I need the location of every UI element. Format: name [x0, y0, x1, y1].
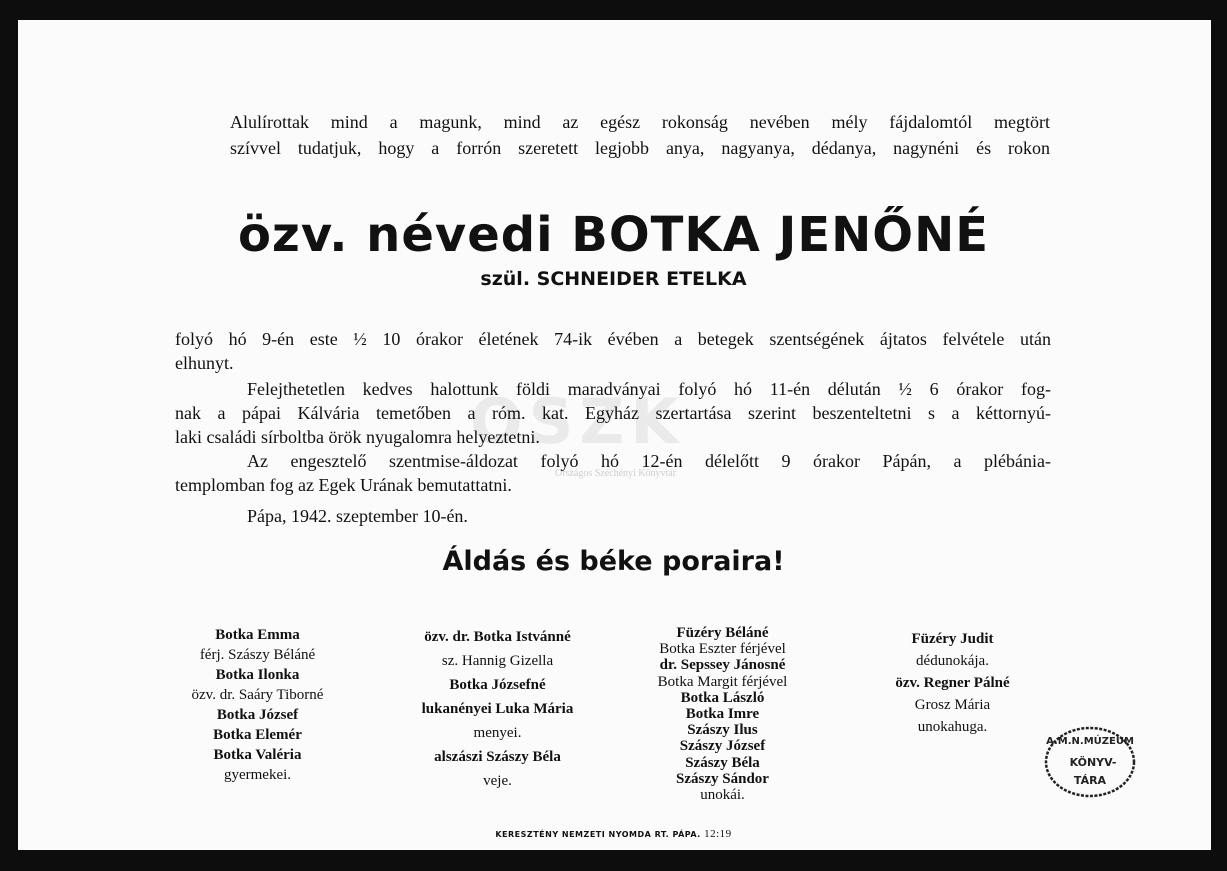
body-p3-line2: templomban fog az Egek Urának bemutattatni. [175, 475, 512, 495]
mourner-name: Botka József [216, 707, 299, 723]
body-p2-line1: Felejthetetlen kedves halottunk földi maradványai folyó hó 11-én délután ½ 6 órakor fog- [247, 379, 1051, 399]
birth-name: szül. SCHNEIDER ETELKA [480, 268, 747, 290]
mourner-name: Szászy Béla [685, 754, 760, 771]
mourner-name: Füzéry Béláné [676, 625, 769, 641]
body-p2-line3: laki családi sírboltba örök nyugalomra helyeztetni. [175, 427, 540, 447]
mourners-column-4 [865, 628, 1040, 738]
blessing: Áldás és béke poraira! [442, 546, 785, 577]
body-p1-line1: folyó hó 9-én este ½ 10 órakor életének 74-ik évében a betegek szentségének ájtatos felvétele után [175, 329, 1051, 349]
stamp-line-1: A.M.N.MÚZEUM [1046, 736, 1134, 747]
mourner-name: alszászi Szászy Béla [434, 749, 561, 765]
mourner-name: Botka Imre [685, 706, 760, 723]
watermark-subtext: Országos Széchényi Könyvtár [555, 468, 677, 479]
printer-imprint [0, 828, 1227, 840]
body-p2-line2: nak a pápai Kálvária temetőben a róm. kat. Egyház szertartása szerint beszenteltetni s a kéttornyú- [175, 403, 1051, 423]
mourner-name: férj. Szászy Béláné [199, 647, 316, 663]
relation-label: unokahuga. [917, 719, 988, 735]
mourner-name: özv. dr. Botka Istvánné [424, 629, 571, 645]
body-p3-line1: Az engesztelő szentmise-áldozat folyó hó 12-én délelőtt 9 órakor Pápán, a plébánia- [247, 451, 1051, 471]
museum-stamp [1040, 722, 1140, 802]
body-p1-line2: elhunyt. [175, 353, 234, 373]
mourner-name: dr. Sepssey Jánosné [659, 657, 786, 674]
print-number: 12:19 [704, 828, 732, 840]
mourner-name: Szászy József [679, 738, 766, 755]
deceased-name: özv. névedi BOTKA JENŐNÉ [237, 207, 990, 263]
mourner-name: Botka Emma [215, 627, 300, 643]
relation-label: veje. [483, 773, 512, 789]
printer-name: KERESZTÉNY NEMZETI NYOMDA RT. PÁPA. [495, 830, 701, 839]
mourner-name: Botka László [680, 689, 765, 706]
mourner-name: özv. dr. Saáry Tiborné [191, 687, 324, 703]
mourner-name: özv. Regner Pálné [895, 675, 1010, 691]
mourner-name: Botka Eszter férjével [659, 641, 786, 658]
mourner-name: lukanényei Luka Mária [421, 701, 574, 717]
stamp-line-3: TÁRA [1073, 774, 1107, 787]
mourners-column-3 [630, 625, 815, 803]
mourner-name: Botka Ilonka [215, 667, 300, 683]
stamp-line-2: KÖNYV- [1069, 756, 1117, 769]
relation-label: gyermekei. [223, 767, 292, 783]
mourner-name: Botka Elemér [213, 727, 302, 743]
mourner-name: Szászy Sándor [676, 770, 769, 787]
intro-line-1: Alulírottak mind a magunk, mind az egész rokonság nevében mély fájdalomtól megtört [230, 112, 1050, 132]
mourner-name: Botka Margit férjével [657, 673, 788, 690]
watermark: OSZK [470, 385, 685, 458]
mourners-column-2 [395, 625, 600, 793]
mourner-name: Grosz Mária [914, 697, 991, 713]
mourner-name: sz. Hannig Gizella [441, 653, 554, 669]
relation-label: menyei. [473, 725, 522, 741]
intro-line-2: szívvel tudatjuk, hogy a forrón szeretett legjobb anya, nagyanya, dédanya, nagynéni és rokon [230, 138, 1050, 158]
mourner-name: Szászy Ilus [687, 722, 758, 739]
mourner-name: Botka Valéria [213, 747, 302, 763]
relation-label: unokái. [700, 787, 745, 804]
date-line: Pápa, 1942. szeptember 10-én. [247, 506, 468, 526]
mourners-column-1 [170, 625, 345, 785]
mourner-name: Füzéry Judit [911, 631, 994, 647]
mourner-name: Botka Józsefné [449, 677, 546, 693]
relation-label: dédunokája. [916, 653, 989, 669]
